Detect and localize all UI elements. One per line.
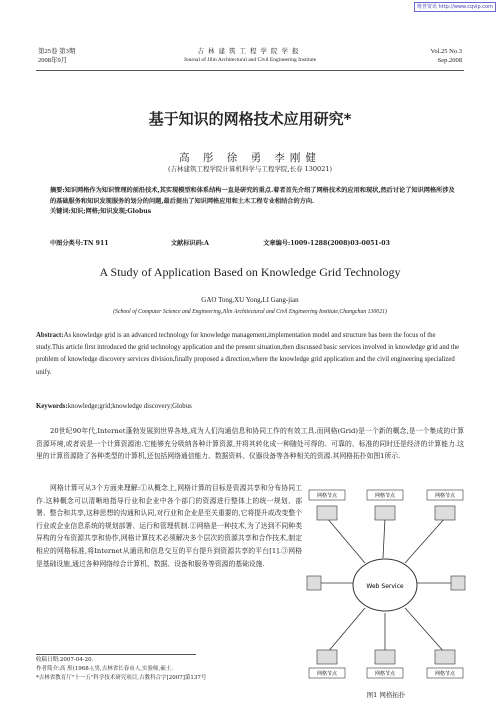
footnote-received: 收稿日期:2007-04-20. [36,657,94,663]
keywords-en-label: Keywords: [36,403,68,410]
figure-caption: 图1 网格拓扑 [366,691,406,699]
watermark-stamp: 维普资讯 http://www.cqvip.com [414,2,496,12]
date-cn: 2008年9月 [38,57,68,64]
volume-en: Vol.25 No.3 [430,48,462,55]
authors-en: GAO Tong,XU Yong,LI Gang-jian [201,296,299,304]
grid-node-label: 网格节点 [316,493,338,499]
authors-cn: 高 彤 徐 勇 李刚健 [179,152,321,164]
abstract-en [36,330,464,379]
header-center [150,47,350,65]
clc-number: 中图分类号:TN 911 [50,240,109,247]
grid-node-label: 网格节点 [316,671,338,677]
keywords-cn: 关键词:知识;网格;知识发现;Globus [50,208,152,215]
footnotes [36,656,296,683]
journal-name-cn: 吉林建筑工程学院学报 [197,48,303,55]
classification-row [50,238,390,247]
grid-node-label: 网格节点 [434,671,456,677]
header-left [38,47,75,65]
paper-title-cn: 基于知识的网格技术应用研究* [148,110,352,128]
paper-title-en: A Study of Application Based on Knowledge Grid Technology [99,265,401,279]
journal-name-en: Journal of Jilin Architectural and Civil Engineering Institute [183,57,317,63]
grid-topology-figure [305,478,467,688]
document-code: 文献标识码:A [170,240,209,247]
abstract-cn [50,186,455,218]
grid-node-label: 网格节点 [434,493,456,499]
body-paragraph-1: 20世纪90年代,Internet蓬勃发展到世界各地,成为人们沟通信息和协同工作的有效工具.而网格(Grid)是一个新的概念,是一个集成的计算资源环境,或者说是一个计算资源池.它能够充分吸纳各种计算资源,并将其转化成一种随处可得的、可靠的、标准的同时还是经济的计算能力.这里的计算资源除了各种类型的计算机,还包括网络通信能力、数据资料、仪器设备等各种相关的资源.其网格拓扑如图1所示. [36,427,464,461]
affiliation-en: (School of Computer Science and Engineering,Jilin Architectural and Civil Engineering Institute,Changchun 130021) [113,309,387,315]
header-rule [36,70,464,71]
grid-node-label: 网格节点 [374,493,396,499]
web-service-label: Web Service [366,583,404,590]
footnote-author: 作者简介:高 彤(1968-),男,吉林省长春市人,实验师,硕士. [36,666,173,672]
grid-node-label: 网格节点 [374,671,396,677]
affiliation-cn: (吉林建筑工程学院计算机科学与工程学院,长春 130021) [167,165,333,173]
footnote-rule [36,654,196,655]
date-en: Sep.2008 [437,57,462,64]
header-right [431,47,462,65]
abstract-en-text: As knowledge grid is an advanced technology for knowledge management,implementation model and structure has been the focus of the study.This article first introduced the grid technology application and the present situation,then discussed basic services involved in knowledge grid and the problem of knowledge discovery services division,finally proposed a direction,where the knowledge grid application and the civil engineering specialized unify. [36,332,460,376]
keywords-en-text: knowledge;grid;knowledge discovery;Globus [67,403,192,410]
body-paragraph-2: 网格计算可从3个方面来理解:①从概念上,网格计算的目标是资源共享和分布协同工作.这种概念可以清晰地指导行业和企业中各个部门的资源进行整体上的统一规划、部署、整合和共享,这种思想的沟通和认同,对行业和企业是至关重要的,它将提升或改变整个行业或企业信息系统的规划部署、运行和管理机制.②网格是一种技术,为了达到不同种类异构的分布资源共享和协作,网格计算技术必须解决多个层次的资源共享和合作技术,制定相应的网格标准,将Internet从通讯和信息交互的平台提升到资源共享的平台[1].③网格是基础设施,通过各种网络综合计算机、数据、设备和服务等资源的基础设施. [36,484,302,568]
abstract-cn-text: 摘要:知识网格作为知识管理的前沿技术,其实现模型和体系结构一直是研究的重点.着者首先介绍了网格技术的应用和现状,然后讨论了知识网格所涉及的基础服务和知识发现服务的划分的问题,最后提出了知识网格应用和土木工程专业相结合的方向. [50,187,455,205]
article-number: 文章编号:1009-1288(2008)03-0051-03 [263,240,390,247]
footnote-fund: *吉林省教育厅"十一五"科学技术研究项目,吉教科合字[2007]第137号 [36,675,207,681]
volume-cn: 第25卷 第3期 [38,48,76,55]
keywords-en [36,403,192,410]
abstract-en-label: Abstract: [36,332,64,339]
